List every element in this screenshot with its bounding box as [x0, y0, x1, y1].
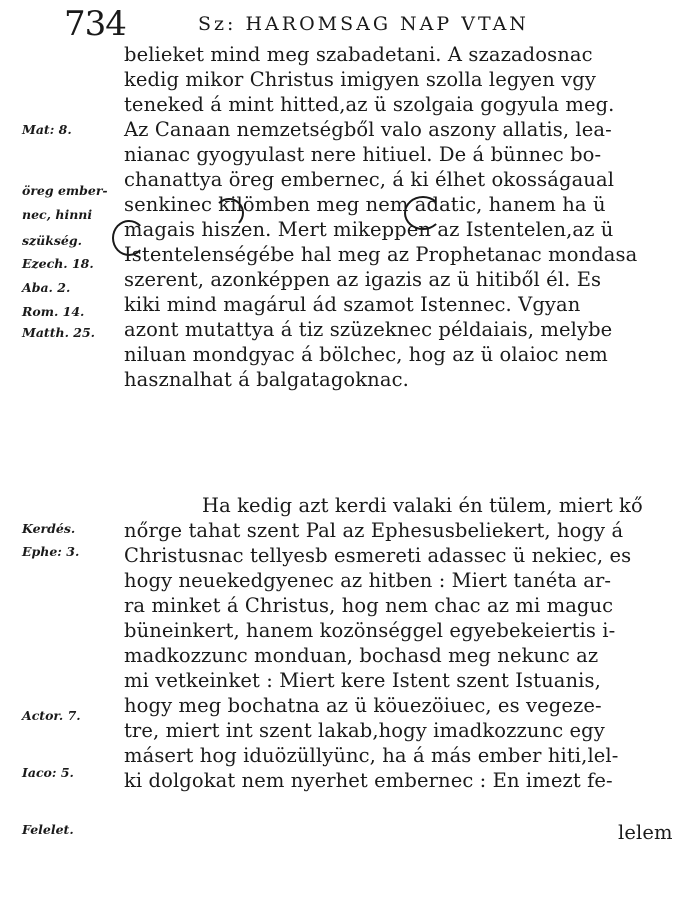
text-line: másert hog iduözüllyünc, ha á más ember hiti,lel- [124, 744, 619, 767]
text-line: belieket mind meg szabadetani. A szazadosnac [124, 43, 593, 66]
text-line: madkozzunc monduan, bochasd meg nekunc az [124, 644, 599, 667]
text-line: Istentelenségébe hal meg az Prophetanac mondasa [124, 243, 638, 266]
margin-note: Aba. 2. [22, 280, 71, 295]
text-line: kiki mind magárul ád szamot Istennec. Vgyan [124, 293, 581, 316]
running-title: Sz: HAROMSAG NAP VTAN [198, 13, 529, 35]
text-line: tre, miert int szent lakab,hogy imadkozzunc egy [124, 719, 605, 742]
text-line: Christusnac tellyesb esmereti adassec ü nekiec, es [124, 544, 632, 567]
text-line: Ha kedig azt kerdi valaki én tülem, miert kő [202, 494, 643, 517]
margin-note: Iaco: 5. [22, 765, 74, 780]
text-line: niluan mondgyac á bölchec, hog az ü olaioc nem [124, 343, 608, 366]
text-line: chanattya öreg embernec, á ki élhet okosságaual [124, 168, 615, 191]
margin-note: Rom. 14. [22, 304, 85, 319]
text-line: büneinkert, hanem kozönséggel egyebekeiertis i- [124, 619, 616, 642]
margin-note: Matth. 25. [22, 325, 96, 340]
text-line: teneked á mint hitted,az ü szolgaia gogyula meg. [124, 93, 615, 116]
margin-note: Ezech. 18. [22, 256, 94, 271]
text-line: mi vetkeinket : Miert kere Istent szent Istuanis, [124, 669, 601, 692]
text-line: magais hiszen. Mert mikeppen az Istentelen,az ü [124, 218, 614, 241]
text-line: senkinec kilömben meg nem adatic, hanem ha ü [124, 193, 606, 216]
text-line: hogy meg bochatna az ü köuezöiuec, es vegeze- [124, 694, 602, 717]
text-line: kedig mikor Christus imigyen szolla legyen vgy [124, 68, 596, 91]
text-line: nőrge tahat szent Pal az Ephesusbeliekert, hogy á [124, 519, 624, 542]
text-line: ki dolgokat nem nyerhet embernec : En imezt fe- [124, 769, 613, 792]
margin-note: Kerdés. [22, 521, 76, 536]
page-number: 734 [64, 4, 126, 44]
text-line: nianac gyogyulast nere hitiuel. De á bünnec bo- [124, 143, 602, 166]
catchword: lelem [618, 821, 673, 844]
text-line: Az Canaan nemzetségből valo aszony allatis, lea- [124, 118, 612, 141]
margin-note: nec, hinni [22, 207, 93, 222]
margin-note: Ephe: 3. [22, 544, 80, 559]
margin-note: Actor. 7. [22, 708, 81, 723]
text-line: ra minket á Christus, hog nem chac az mi maguc [124, 594, 614, 617]
text-line: hasznalhat á balgatagoknac. [124, 368, 409, 391]
margin-note: Felelet. [22, 822, 74, 837]
margin-note: szükség. [22, 233, 82, 248]
text-line: azont mutattya á tiz szüzeknec példaiais, melybe [124, 318, 613, 341]
margin-note: öreg ember- [22, 183, 108, 198]
text-line: szerent, azonképpen az igazis az ü hitiből él. Es [124, 268, 602, 291]
text-line: hogy neuekedgyenec az hitben : Miert tanéta ar- [124, 569, 612, 592]
margin-note: Mat: 8. [22, 122, 72, 137]
